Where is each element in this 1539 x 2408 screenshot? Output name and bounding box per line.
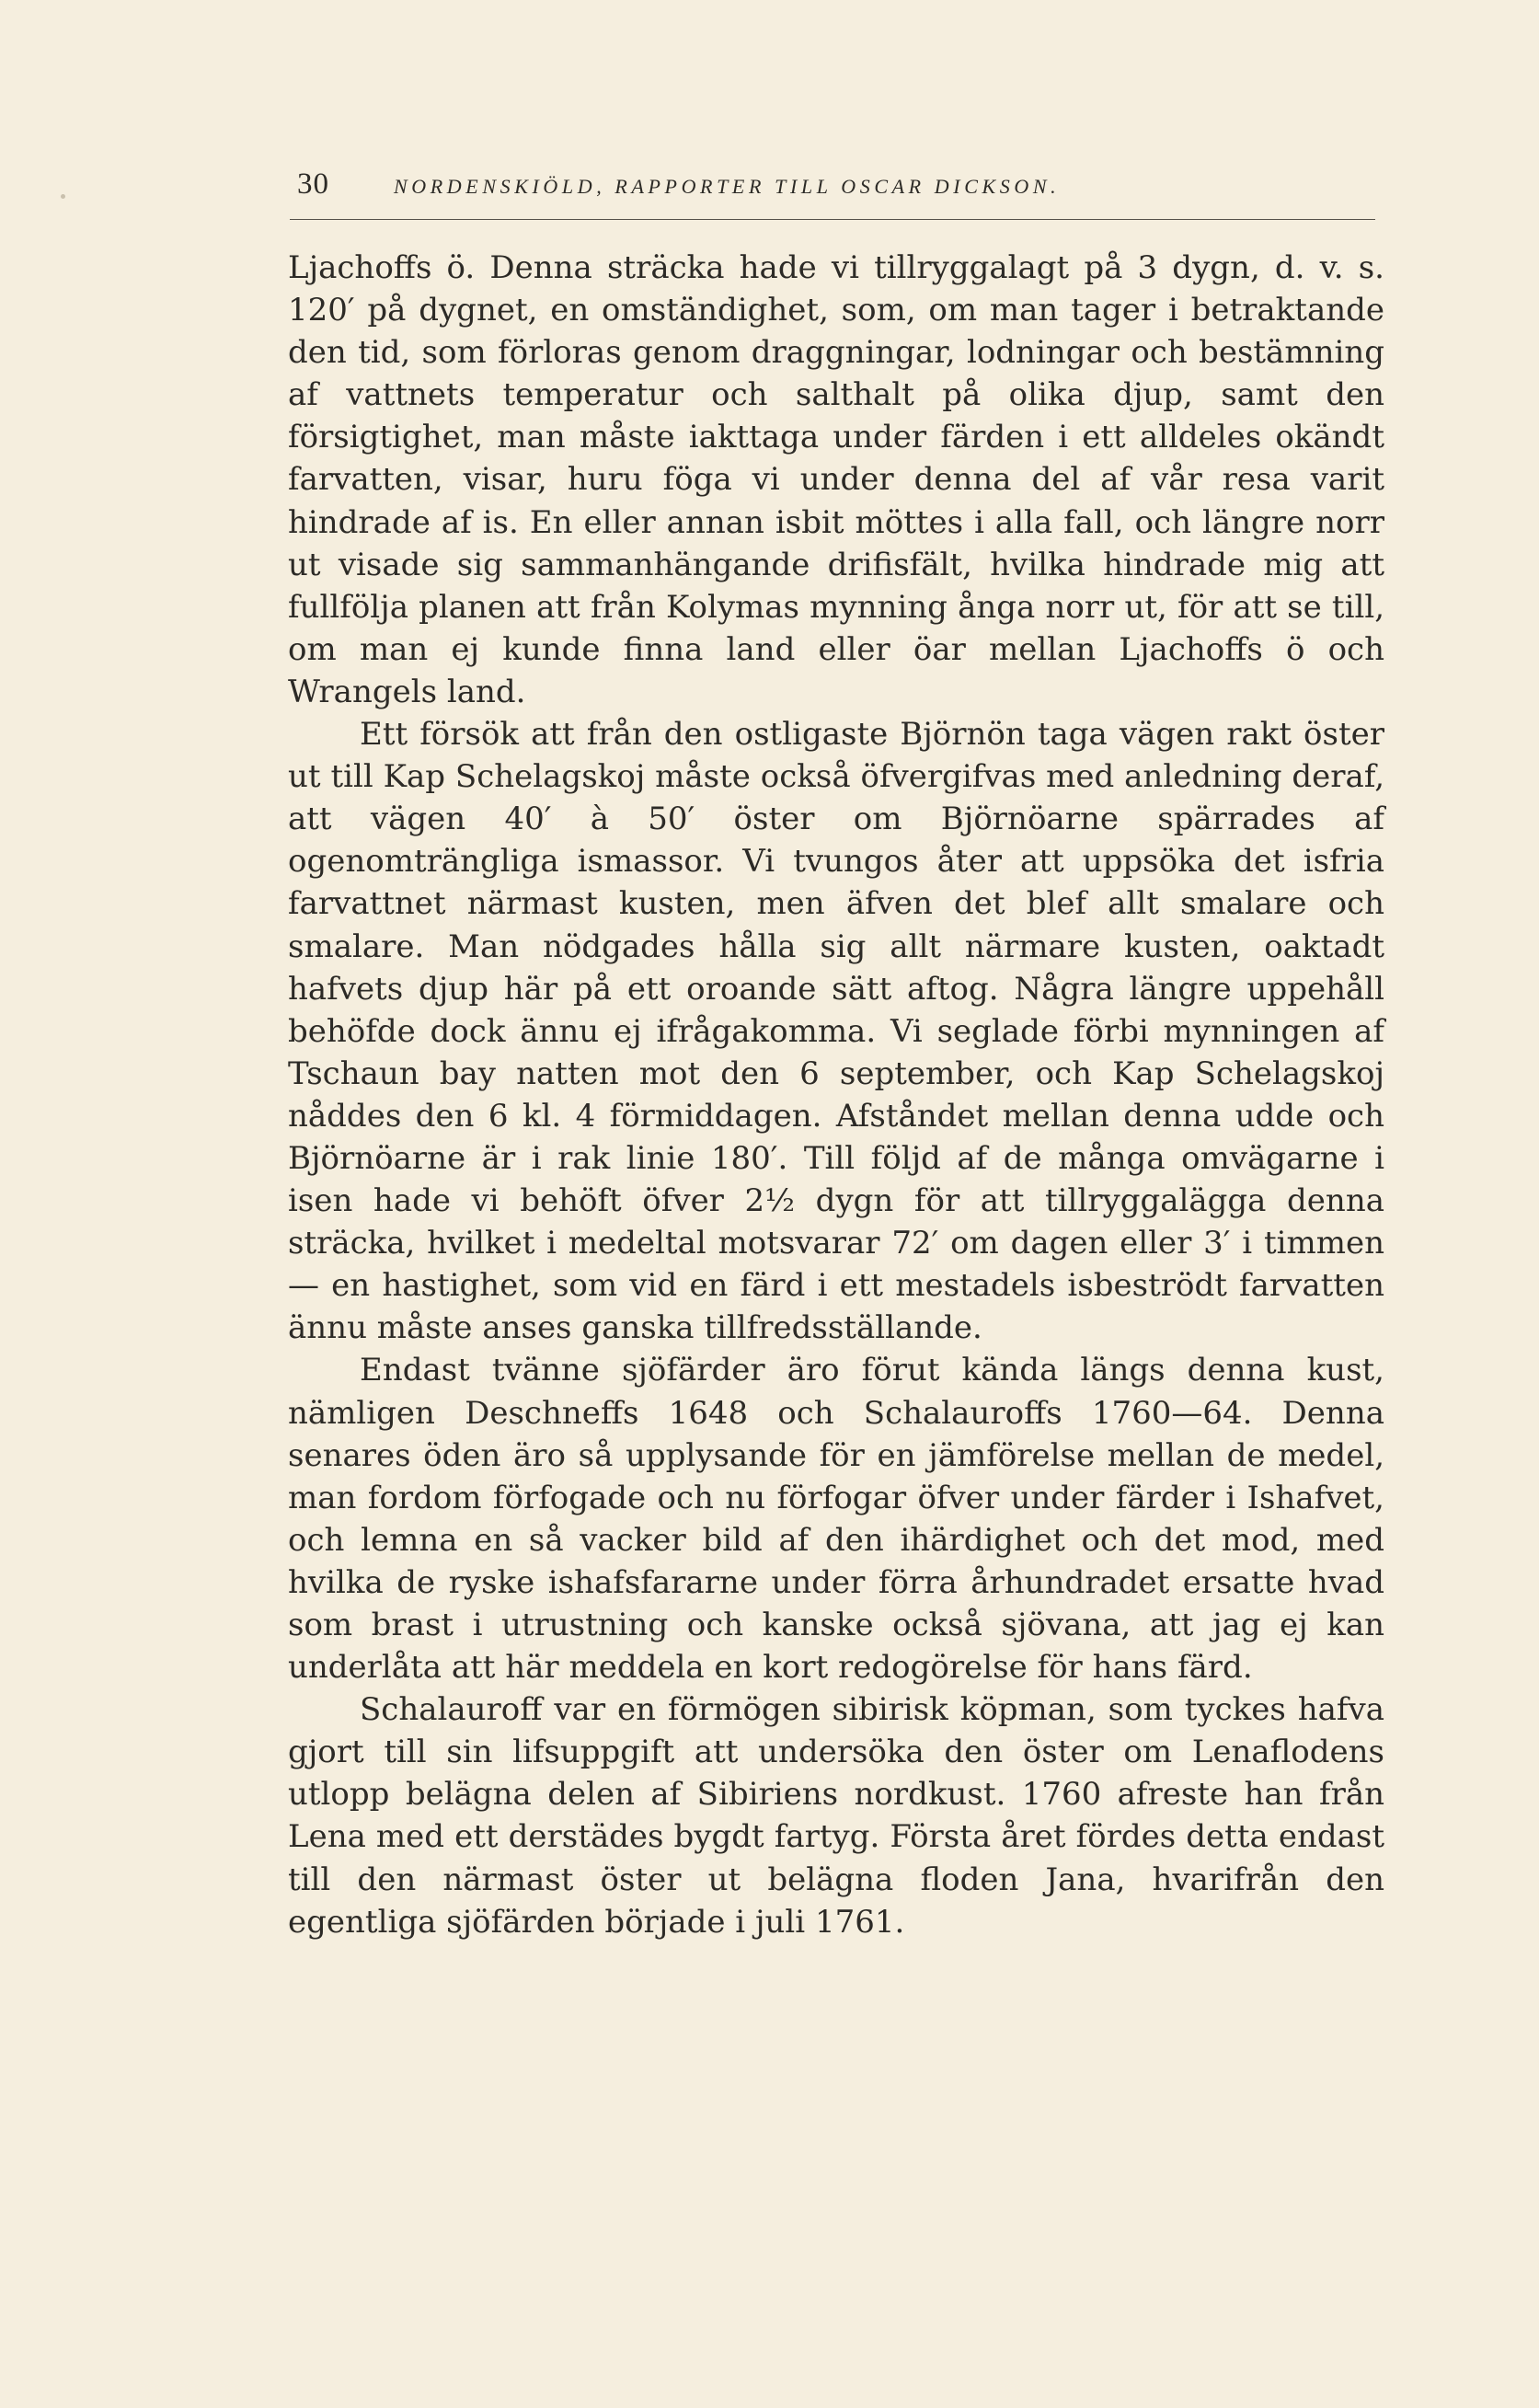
page-number: 30: [297, 167, 329, 201]
header-rule: [290, 219, 1375, 220]
running-head: NORDENSKIÖLD, RAPPORTER TILL OSCAR DICKSON.: [394, 175, 1061, 198]
paper-speck: [61, 194, 65, 199]
paragraph: Endast tvänne sjöfärder äro förut kända längs denna kust, nämligen Deschneffs 1648 och Schalauroffs 1760—64. Denna senares öden äro så upplysande för en jämförelse mellan de medel, man fordom förfogade och nu förfogar öfver under färder i Ishafvet, och lemna en så vacker bild af den ihärdighet och det mod, med hvilka de ryske ishafsfararne under förra århundradet ersatte hvad som brast i utrustning och kanske också sjövana, att jag ej kan underlåta att här meddela en kort redogörelse för hans färd.: [288, 1352, 1384, 1687]
body-text: [288, 247, 1384, 1943]
paragraph-continuation: Ljachoffs ö. Denna sträcka hade vi tillryggalagt på 3 dygn, d. v. s. 120′ på dygnet, en omständighet, som, om man tager i betraktande den tid, som förloras genom draggningar, lodningar och bestämning af vattnets temperatur och salthalt på olika djup, samt den försigtighet, man måste iakttaga under färden i ett alldeles okändt farvatten, visar, huru föga vi under denna del af vår resa varit hindrade af is. En eller annan isbit möttes i alla fall, och längre norr ut visade sig sammanhängande drifisfält, hvilka hindrade mig att fullfölja planen att från Kolymas mynning ånga norr ut, för att se till, om man ej kunde finna land eller öar mellan Ljachoffs ö och Wrangels land.: [288, 249, 1384, 710]
page-header: [297, 164, 1376, 206]
paragraph: Ett försök att från den ostligaste Björnön taga vägen rakt öster ut till Kap Schelagskoj måste också öfvergifvas med anledning deraf, att vägen 40′ à 50′ öster om Björnöarne spärrades af ogenomträngliga ismassor. Vi tvungos åter att uppsöka det isfria farvattnet närmast kusten, men äfven det blef allt smalare och smalare. Man nödgades hålla sig allt närmare kusten, oaktadt hafvets djup här på ett oroande sätt aftog. Några längre uppehåll behöfde dock ännu ej ifrågakomma. Vi seglade förbi mynningen af Tschaun bay natten mot den 6 september, och Kap Schelagskoj nåddes den 6 kl. 4 förmiddagen. Afståndet mellan denna udde och Björnöarne är i rak linie 180′. Till följd af de många omvägarne i isen hade vi behöft öfver 2½ dygn för att tillryggalägga denna sträcka, hvilket i medeltal motsvarar 72′ om dagen eller 3′ i timmen — en hastighet, som vid en färd i ett mestadels isbeströdt farvatten ännu måste anses ganska tillfredsställande.: [288, 716, 1384, 1347]
paragraph: Schalauroff var en förmögen sibirisk köpman, som tyckes hafva gjort till sin lifsuppgift att undersöka den öster om Lenaflodens utlopp belägna delen af Sibiriens nordkust. 1760 afreste han från Lena med ett derstädes bygdt fartyg. Första året fördes detta endast till den närmast öster ut belägna floden Jana, hvarifrån den egentliga sjöfärden började i juli 1761.: [288, 1691, 1384, 1941]
